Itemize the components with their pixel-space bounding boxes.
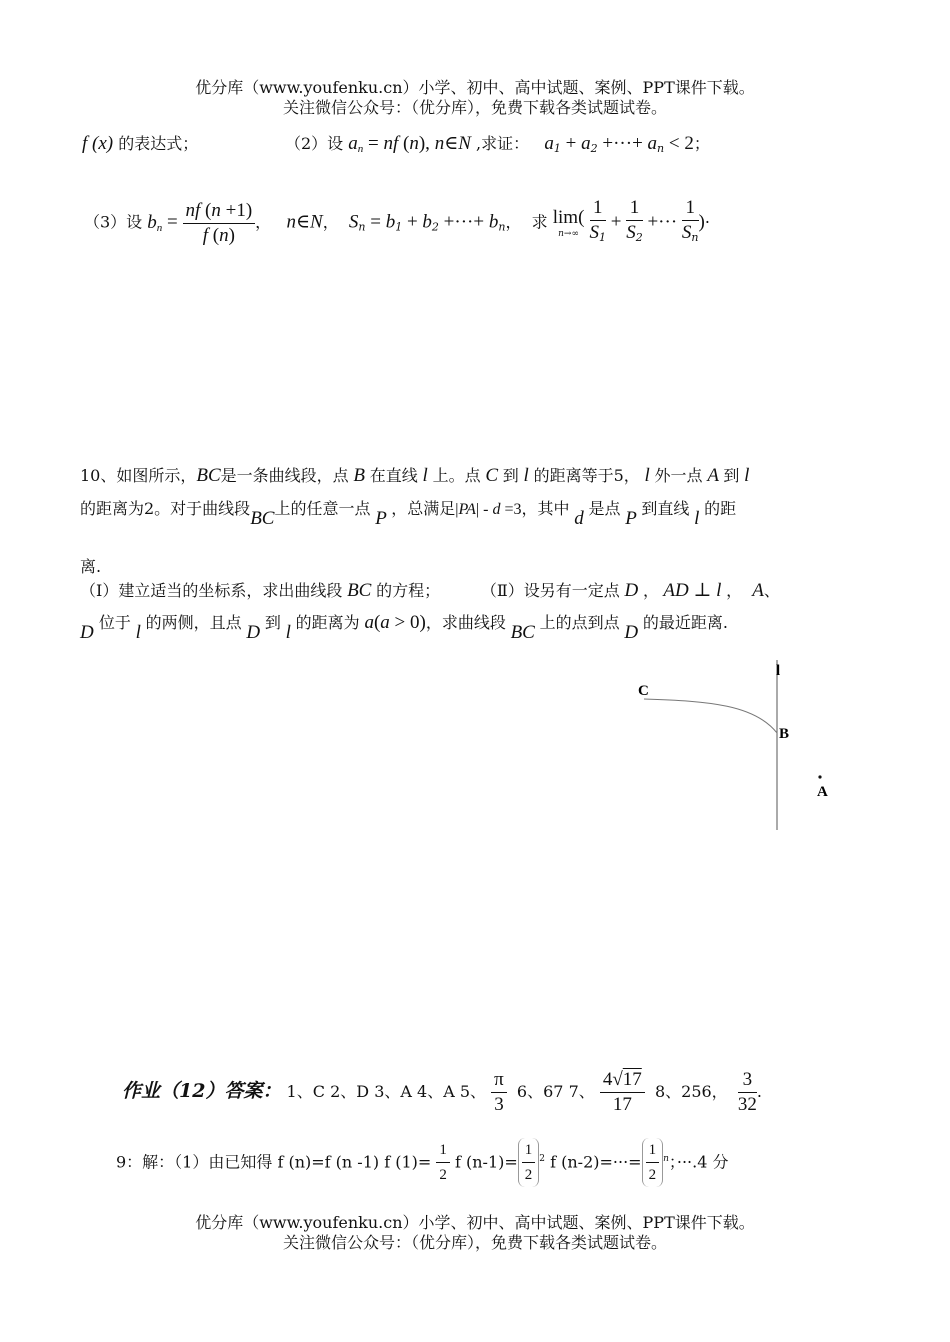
header-line-1: 优分库（www.youfenku.cn）小学、初中、高中试题、案例、PPT课件下载。 xyxy=(195,78,755,97)
q10-parts-line: （Ⅰ）建立适当的坐标系，求出曲线段 BC 的方程； （Ⅱ）设另有一定点 D ， AD ⊥ l ， A、 xyxy=(80,580,780,601)
point-a xyxy=(818,775,821,778)
part3-ask: 求 xyxy=(531,212,548,232)
label-a: A xyxy=(817,784,828,800)
q10-line-2: 的距离为2。对于曲线段BC上的任意一点 P ，总满足|PA| - d =3，其中 d 是点 P 到直线 l 的距 xyxy=(80,499,737,529)
q10-line-1: 10、如图所示，BC是一条曲线段，点 B 在直线 l 上。点 C 到 l 的距离等于5， l 外一点 A 到 l xyxy=(80,465,750,486)
fx-expression: f (x) xyxy=(82,133,114,154)
footer-line-2: 关注微信公众号：（优分库），免费下载各类试题试卷。 xyxy=(282,1233,667,1252)
header-line-2: 关注微信公众号：（优分库），免费下载各类试题试卷。 xyxy=(282,98,667,117)
solution-9-line: 9：解：（1）由已知得 f (n)=f (n -1) f (1)= $\frac{1}{2}$ f (n-1)= $\frac{1}{2}$ $^2$ f (n-2)=···= $\frac{1}{2}$ $^n$；···.4 分 xyxy=(116,1136,728,1187)
q9-part2: （2）设 $a_n$ = nf (n), n∈N ,求证： $a_1 + a_2$ +···+ $a_n < 2$； xyxy=(285,133,710,155)
fx-suffix: 的表达式； xyxy=(118,134,199,153)
part2-suffix: ,求证： xyxy=(476,134,530,153)
footer-line-1: 优分库（www.youfenku.cn）小学、初中、高中试题、案例、PPT课件下载。 xyxy=(195,1213,755,1232)
label-c: C xyxy=(638,683,649,699)
answers-title: 作业（12）答案： xyxy=(122,1080,282,1102)
part2-label: （2）设 xyxy=(285,134,344,153)
answers-line: 作业（12）答案： 1、C 2、D 3、A 4、A 5、 $\frac{\pi}{3}$ 6、67 7、 $\frac{4√17}{17}$ 8、256， $\frac{3}{32}$ . xyxy=(122,1069,762,1115)
q10-figure xyxy=(620,655,860,835)
curve-bc xyxy=(644,699,777,733)
q10-line-5: D 位于 l 的两侧，且点 D 到 l 的距离为 a(a > 0)，求曲线段 BC 上的点到点 D 的最近距离. xyxy=(80,612,728,643)
q9-part3: （3）设 $b_n$ = $\frac{nf (n +1)}{f (n)}$ ， n∈N， $S_n = b_1 + b_2$ +···+ $b_n$， 求 lim( n→∞ $\frac{1}{S_1}$ + $\frac{1}{S_2}$ +··· $\frac{1}{S_n}$ )· xyxy=(84,197,710,246)
part3-label: （3）设 xyxy=(84,212,143,232)
q10-line-3: 离. xyxy=(80,557,102,576)
q9-line-1 xyxy=(82,133,198,155)
label-l: l xyxy=(776,663,781,679)
label-b: B xyxy=(779,726,790,742)
